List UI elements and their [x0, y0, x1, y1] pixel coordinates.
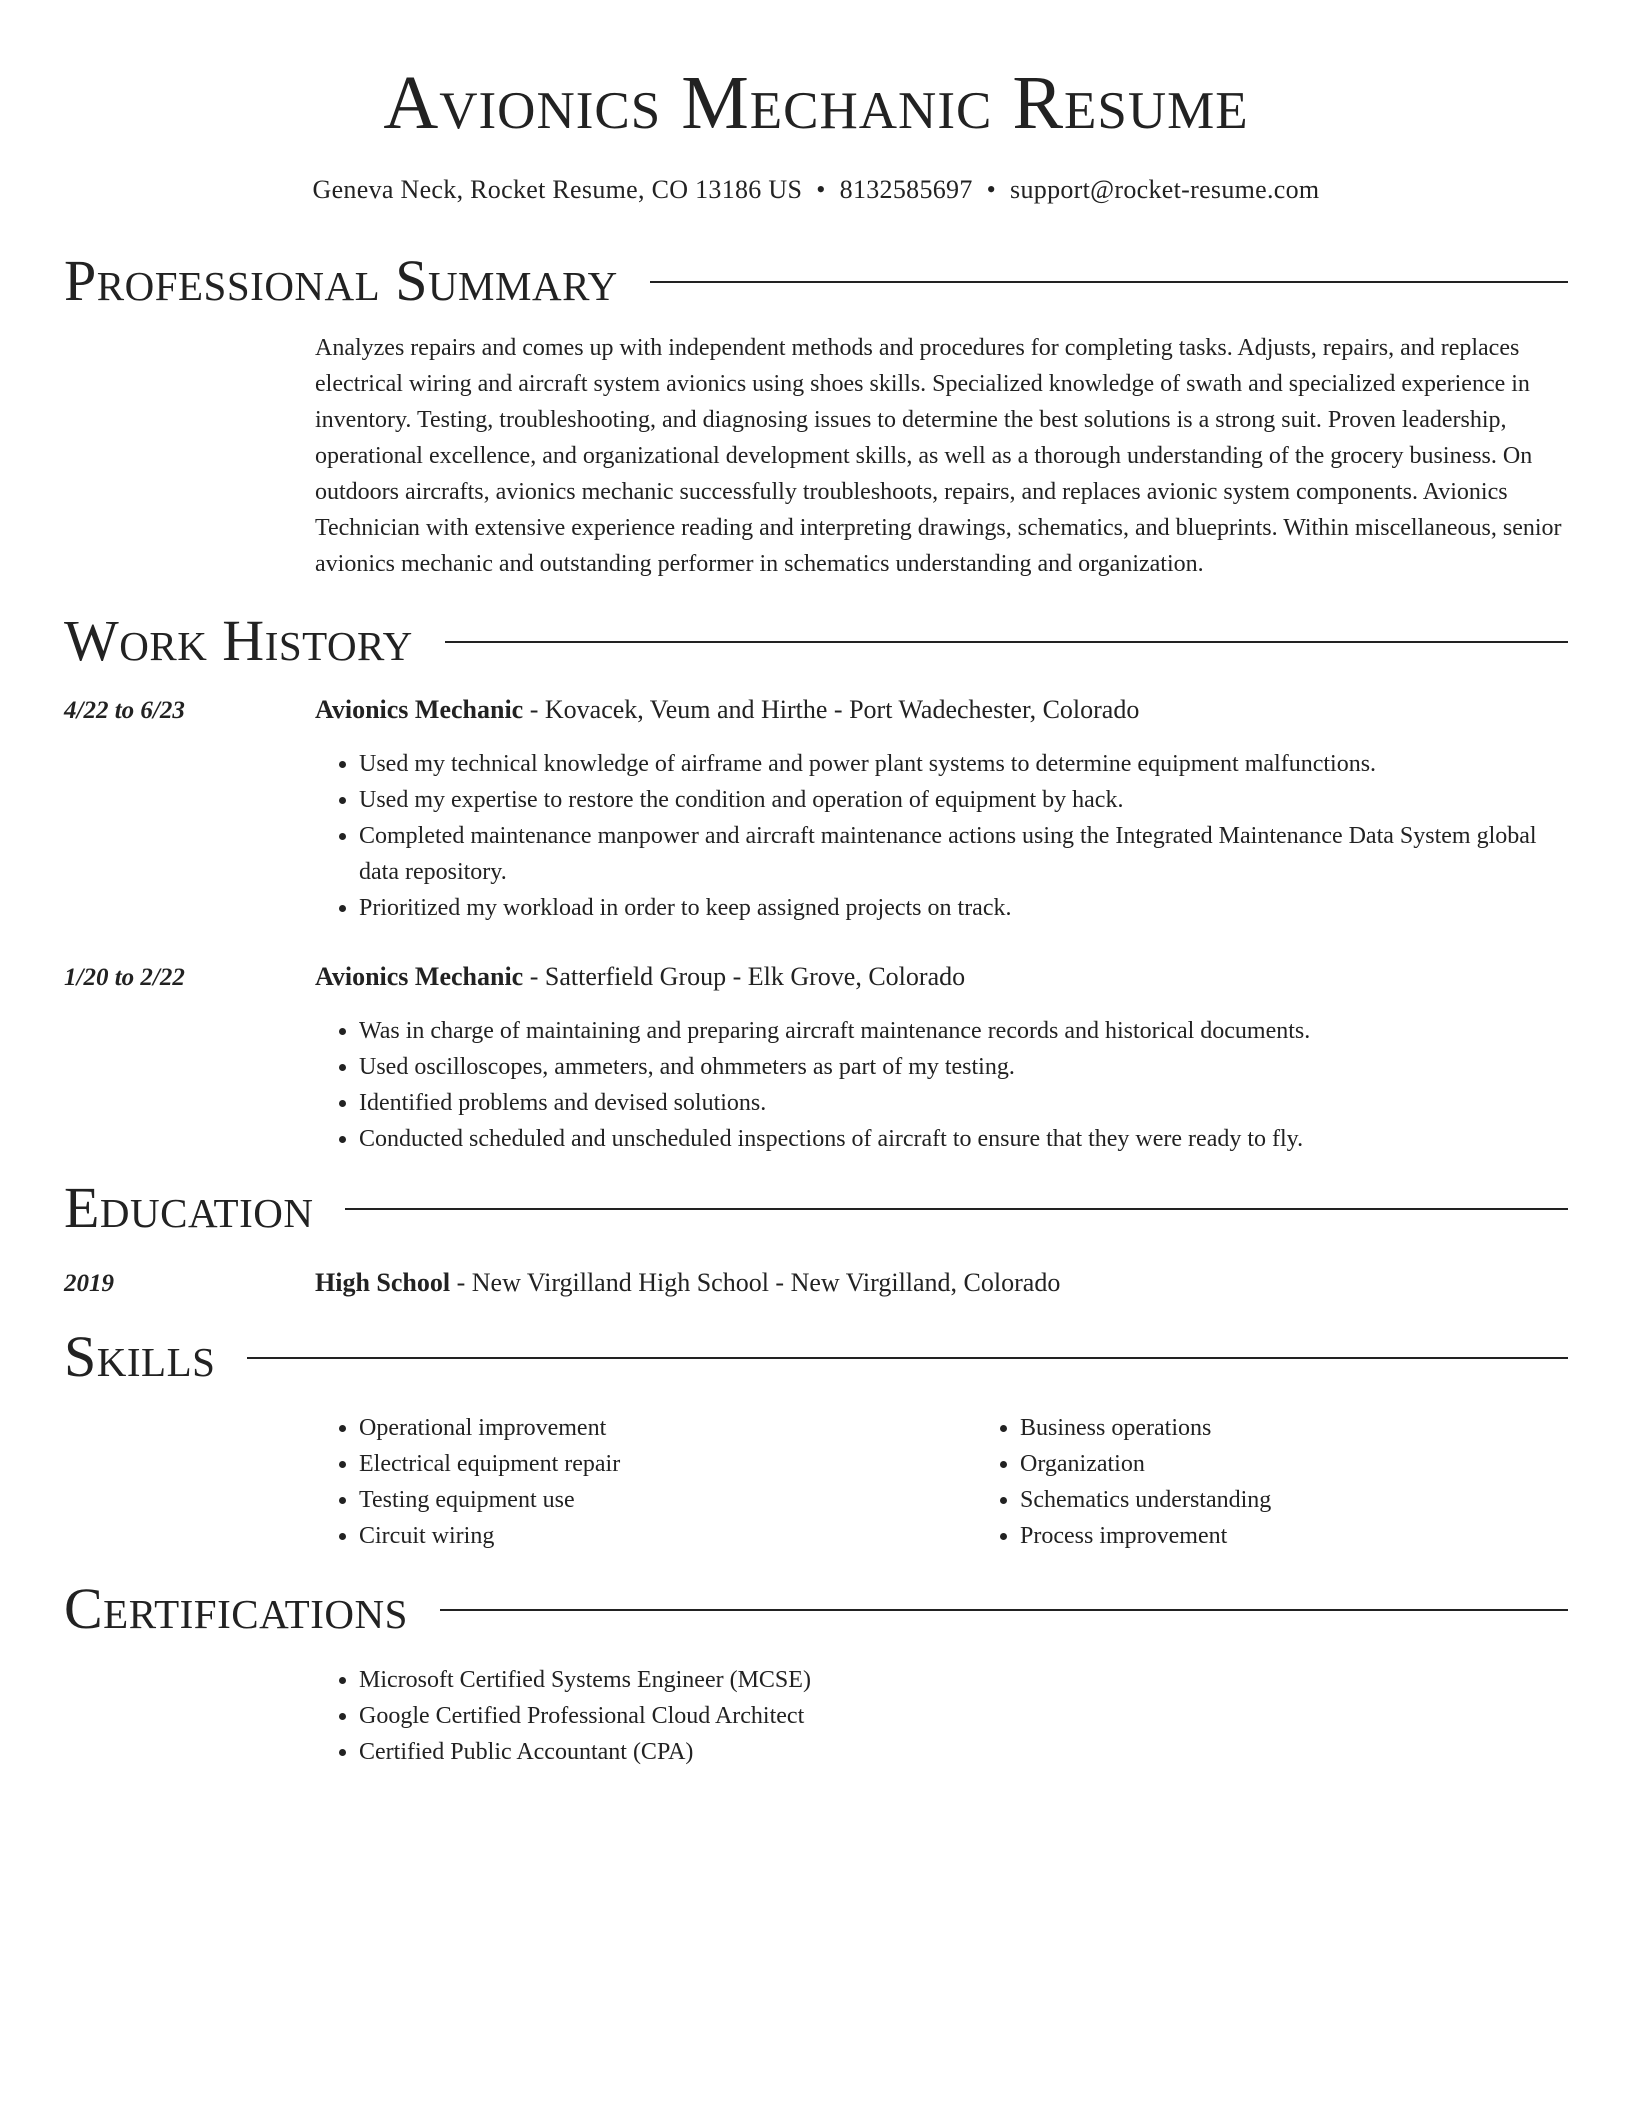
section-title-certifications: Certifications — [64, 1576, 408, 1641]
section-header-work-history — [64, 608, 1568, 674]
section-header-certifications — [64, 1576, 1568, 1642]
job-bullet: • Used my expertise to restore the condition and operation of equipment by hack. — [359, 782, 1568, 818]
contact-phone: 8132585697 — [839, 175, 973, 204]
section-header-education — [64, 1175, 1568, 1241]
section-title-work-history: Work History — [64, 608, 413, 673]
job-heading — [315, 692, 1139, 728]
education-entry — [64, 1265, 1568, 1302]
education-details: - New Virgilland High School - New Virgilland, Colorado — [450, 1268, 1061, 1297]
education-year: 2019 — [64, 1270, 114, 1297]
job-bullet: • Conducted scheduled and unscheduled inspections of aircraft to ensure that they were ready to fly. — [359, 1121, 1568, 1157]
certifications-content — [315, 1662, 1568, 1770]
job-entry — [64, 959, 1568, 996]
certification-item: • Microsoft Certified Systems Engineer (MCSE) — [359, 1662, 1568, 1698]
job-details: - Kovacek, Veum and Hirthe - Port Wadechester, Colorado — [523, 695, 1140, 724]
job-bullet-list — [315, 746, 1568, 926]
job-bullets — [315, 1013, 1568, 1157]
education-heading — [315, 1265, 1060, 1301]
section-title-education: Education — [64, 1175, 314, 1240]
contact-separator: • — [816, 175, 826, 204]
skill-item: • Circuit wiring — [359, 1518, 976, 1554]
job-bullet: • Used my technical knowledge of airframe and power plant systems to determine equipment malfunctions. — [359, 746, 1568, 782]
summary-text: Analyzes repairs and comes up with independent methods and procedures for completing tasks. Adjusts, repairs, and replaces electrical wiring and aircraft system avionics using shoes skills. Specialized knowledge of swath and specialized experience in inventory. Testing, troubleshooting, and diagnosing issues to determine the best solutions is a strong suit. Proven leadership, operational excellence, and organizational development skills, as well as a thorough understanding of the grocery business. On outdoors aircrafts, avionics mechanic successfully troubleshoots, repairs, and replaces avionic system components. Avionics Technician with extensive experience reading and interpreting drawings, schematics, and blueprints. Within miscellaneous, senior avionics mechanic and outstanding performer in schematics understanding and organization. — [315, 335, 1562, 577]
section-divider — [345, 1208, 1568, 1210]
contact-email: support@rocket-resume.com — [1010, 175, 1320, 204]
skill-item: • Testing equipment use — [359, 1482, 976, 1518]
job-bullet: • Prioritized my workload in order to keep assigned projects on track. — [359, 890, 1568, 926]
skill-item: • Schematics understanding — [1020, 1482, 1632, 1518]
section-divider — [445, 641, 1568, 643]
section-title-skills: Skills — [64, 1324, 216, 1389]
skill-item: • Operational improvement — [359, 1410, 976, 1446]
job-bullet: • Was in charge of maintaining and preparing aircraft maintenance records and historical documents. — [359, 1013, 1568, 1049]
job-bullet: • Used oscilloscopes, ammeters, and ohmmeters as part of my testing. — [359, 1049, 1568, 1085]
job-bullets — [315, 746, 1568, 926]
job-bullet: • Identified problems and devised solutions. — [359, 1085, 1568, 1121]
skill-item: • Electrical equipment repair — [359, 1446, 976, 1482]
job-title: Avionics Mechanic — [315, 695, 524, 724]
education-degree: High School — [315, 1268, 451, 1297]
section-divider — [650, 281, 1568, 283]
job-heading — [315, 959, 965, 995]
section-divider — [247, 1357, 1568, 1359]
contact-separator: • — [986, 175, 997, 204]
job-details: - Satterfield Group - Elk Grove, Colorado — [523, 962, 966, 991]
job-dates: 1/20 to 2/22 — [64, 964, 185, 991]
job-dates: 4/22 to 6/23 — [64, 697, 185, 724]
certification-item: • Google Certified Professional Cloud Architect — [359, 1698, 1568, 1734]
resume-page — [64, 0, 1568, 1770]
section-title-summary: Professional Summary — [64, 248, 618, 313]
contact-address: Geneva Neck, Rocket Resume, CO 13186 US — [312, 175, 803, 204]
skill-item: • Business operations — [1020, 1410, 1632, 1446]
skill-item: • Organization — [1020, 1446, 1632, 1482]
job-title: Avionics Mechanic — [315, 962, 524, 991]
contact-line — [64, 174, 1568, 206]
job-bullet: • Completed maintenance manpower and aircraft maintenance actions using the Integrated Maintenance Data System global data repository. — [359, 818, 1568, 890]
section-divider — [440, 1609, 1568, 1611]
job-entry — [64, 692, 1568, 729]
summary-content — [315, 330, 1568, 582]
resume-title: Avionics Mechanic Resume — [383, 61, 1249, 145]
section-header-summary — [64, 248, 1568, 314]
section-header-skills — [64, 1324, 1568, 1390]
skills-grid — [315, 1410, 1568, 1554]
certification-item: • Certified Public Accountant (CPA) — [359, 1734, 1568, 1770]
certifications-list — [315, 1662, 1568, 1770]
skill-item: • Process improvement — [1020, 1518, 1632, 1554]
skills-list-left — [315, 1410, 976, 1554]
job-bullet-list — [315, 1013, 1568, 1157]
skills-list-right — [976, 1410, 1632, 1554]
